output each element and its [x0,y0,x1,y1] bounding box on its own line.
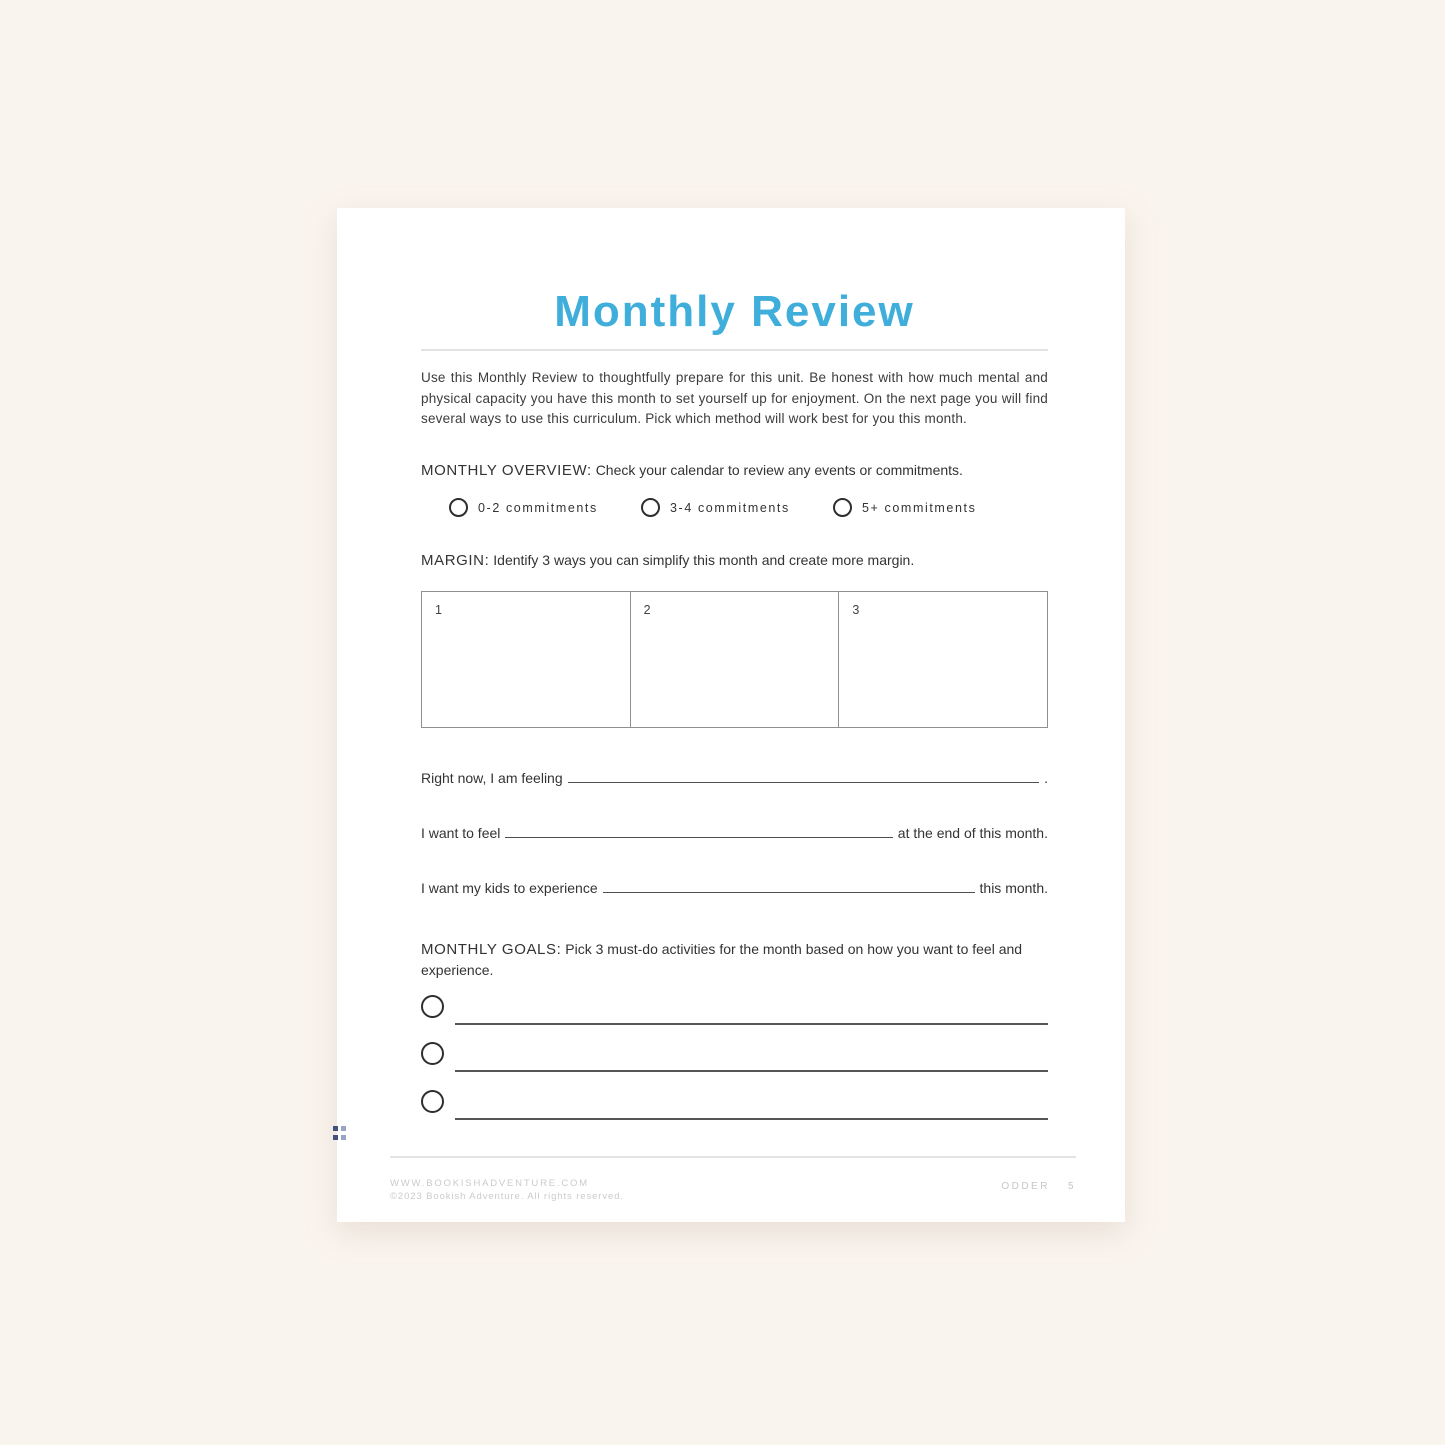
margin-section-heading [421,550,1048,571]
goal-row-3 [421,1090,1048,1120]
goal-row-1 [421,995,1048,1025]
footer-website: WWW.BOOKISHADVENTURE.COM [390,1177,589,1189]
radio-label-0-2: 0-2 commitments [478,500,598,515]
radio-0-2-commitments[interactable] [449,498,468,517]
goals-section-description: Pick 3 must-do activities for the month based on how you want to feel and experience. [421,940,1023,978]
prompt-want-to-feel [421,822,1048,842]
title-divider [421,349,1048,351]
overview-section-description: Check your calendar to review any events or commitments. [595,461,963,478]
radio-item-0-2-commitments [449,498,641,517]
prompt-kids-experience-label: I want my kids to experience [421,879,598,896]
footer-right-block [1001,1181,1076,1192]
footer-copyright: ©2023 Bookish Adventure. All rights reserved. [390,1190,624,1202]
footer-divider [390,1156,1076,1158]
edge-mark-row [333,1135,346,1140]
overview-section-label: MONTHLY OVERVIEW: [421,461,592,479]
commitments-radio-group [421,499,1048,517]
margin-section-description: Identify 3 ways you can simplify this month and create more margin. [493,551,915,568]
edge-mark-dot [333,1126,338,1131]
prompt-feeling-now-label: Right now, I am feeling [421,769,563,786]
radio-item-3-4-commitments [641,498,833,517]
prompt-want-to-feel-suffix: at the end of this month. [897,824,1048,841]
goals-section-heading [421,939,1048,980]
goal-blank-line-2[interactable] [455,1070,1048,1072]
margin-box-3-number: 3 [852,602,860,617]
goals-section-label: MONTHLY GOALS: [421,940,562,958]
want-to-feel-blank-line[interactable] [505,822,892,838]
page-edge-print-marks [333,1126,346,1144]
prompt-want-to-feel-label: I want to feel [421,824,501,841]
footer-unit-name: ODDER [1001,1180,1050,1192]
prompt-feeling-now-suffix: . [1044,769,1048,786]
radio-5plus-commitments[interactable] [833,498,852,517]
goal-checkbox-2[interactable] [421,1042,444,1065]
kids-experience-blank-line[interactable] [603,877,975,893]
feeling-now-blank-line[interactable] [568,767,1039,783]
page-title: Monthly Review [554,287,915,336]
margin-box-3[interactable] [839,592,1047,727]
margin-box-1[interactable] [422,592,631,727]
prompt-feeling-now [421,767,1048,787]
edge-mark-dot [333,1135,338,1140]
margin-section-label: MARGIN: [421,551,490,569]
footer-left-block [390,1177,624,1203]
margin-box-2-number: 2 [643,602,651,617]
goal-blank-line-1[interactable] [455,1023,1048,1025]
intro-paragraph: Use this Monthly Review to thoughtfully prepare for this unit. Be honest with how much mental and physical capacity you have this month to set yourself up for enjoyment. On the next page you will find several ways to use this curriculum. Pick which method will work best for you this month. [421,370,1048,426]
prompt-kids-experience-suffix: this month. [979,879,1048,896]
edge-mark-row [333,1126,346,1131]
margin-ideas-table [421,591,1048,728]
radio-label-5plus: 5+ commitments [862,500,977,515]
goal-blank-line-3[interactable] [455,1118,1048,1120]
edge-mark-dot [341,1135,346,1140]
goal-row-2 [421,1042,1048,1072]
radio-label-3-4: 3-4 commitments [670,500,790,515]
footer [390,1177,1076,1203]
overview-section-heading [421,460,1048,481]
prompt-kids-experience [421,877,1048,897]
goal-checkbox-1[interactable] [421,995,444,1018]
goal-checkbox-3[interactable] [421,1090,444,1113]
footer-page-number: 5 [1067,1180,1076,1192]
margin-box-1-number: 1 [435,602,442,617]
worksheet-page [337,208,1125,1222]
edge-mark-dot [341,1126,346,1131]
radio-3-4-commitments[interactable] [641,498,660,517]
radio-item-5plus-commitments [833,498,976,517]
margin-box-2[interactable] [631,592,840,727]
